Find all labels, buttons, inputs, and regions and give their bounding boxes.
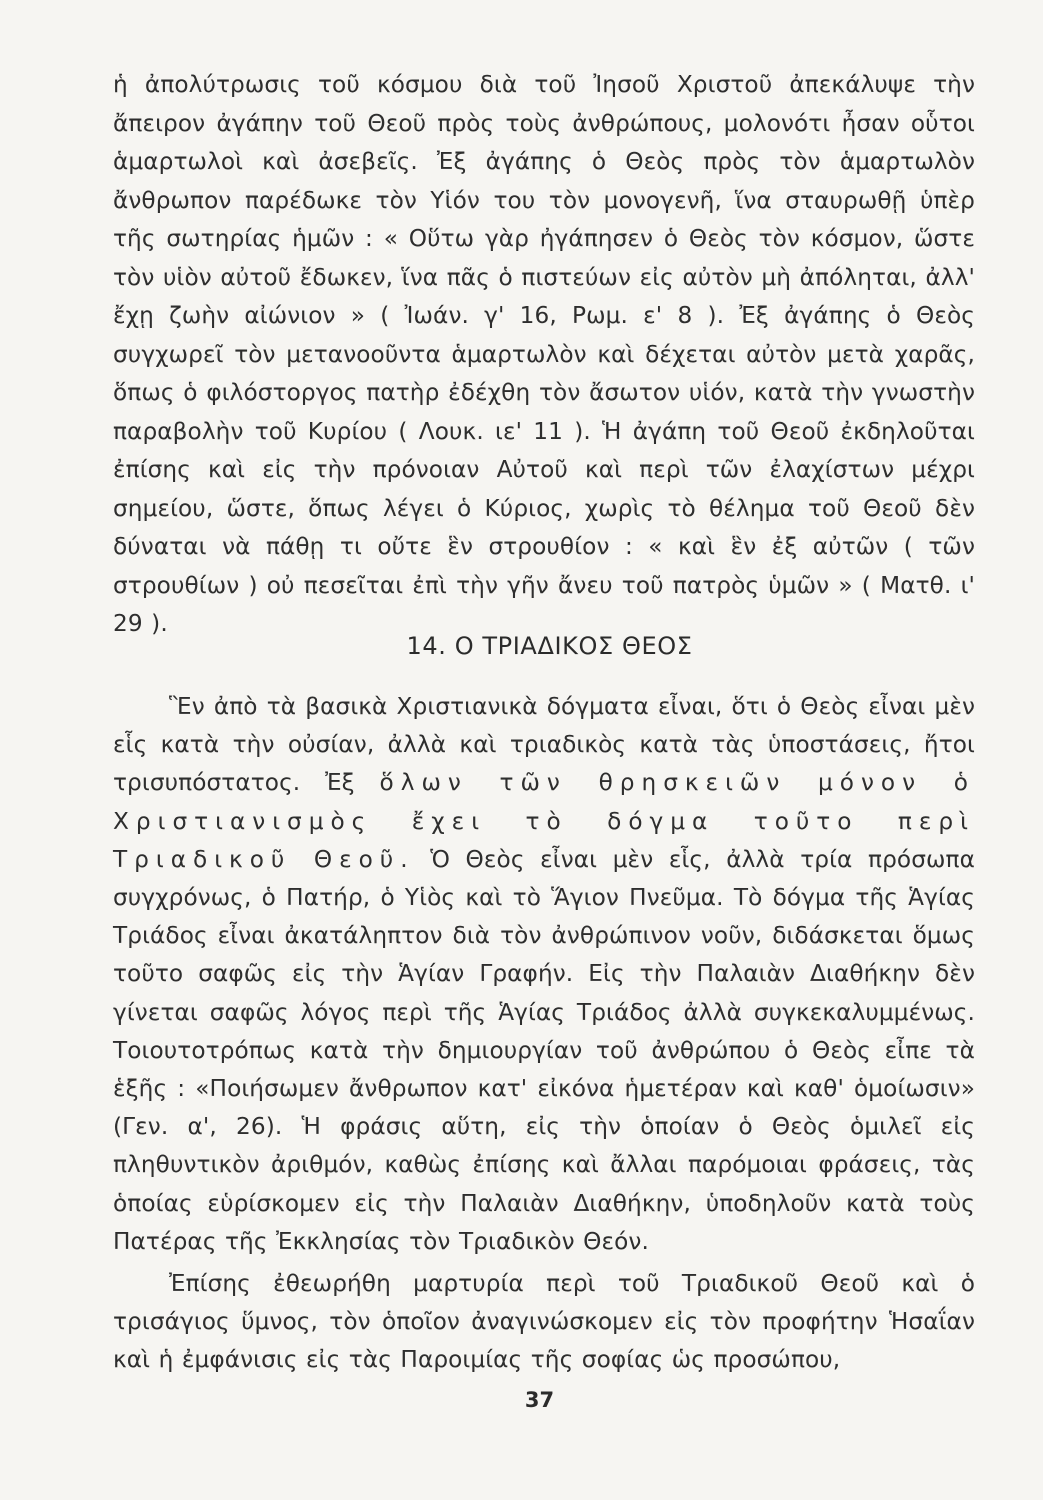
text-block-top [113, 66, 975, 644]
page-number: 37 [524, 1388, 555, 1412]
paragraph-2 [113, 688, 975, 1261]
paragraph-2-start: Ἓν ἀπὸ τὰ βασικὰ Χριστιανικὰ δόγματα εἶναι, ὅτι ὁ Θεὸς εἶναι μὲν εἷς κατὰ τὴν οὐσίαν, ἀλλὰ καὶ τριαδικὸς κατὰ τὰς ὑποστάσεις, ἤτοι τρισυπόστατος. Ἐξ [113, 693, 975, 797]
paragraph-1: ἡ ἀπολύτρωσις τοῦ κόσμου διὰ τοῦ Ἰησοῦ Χριστοῦ ἀπεκάλυψε τὴν ἄπειρον ἀγάπην τοῦ Θεοῦ πρὸς τοὺς ἀνθρώπους, μολονότι ἦσαν οὗτοι ἁμαρτωλοὶ καὶ ἀσεβεῖς. Ἐξ ἀγάπης ὁ Θεὸς πρὸς τὸν ἁμαρτωλὸν ἄνθρωπον παρέδωκε τὸν Υἱόν του τὸν μονογενῆ, ἵνα σταυρωθῇ ὑπὲρ τῆς σωτηρίας ἡμῶν : « Οὕτω γὰρ ἠγάπησεν ὁ Θεὸς τὸν κόσμον, ὥστε τὸν υἱὸν αὐτοῦ ἔδωκεν, ἵνα πᾶς ὁ πιστεύων εἰς αὐτὸν μὴ ἀπόληται, ἀλλ' ἔχῃ ζωὴν αἰώνιον » ( Ἰωάν. γ' 16, Ρωμ. ε' 8 ). Ἐξ ἀγάπης ὁ Θεὸς συγχωρεῖ τὸν μετανοοῦντα ἁμαρτωλὸν καὶ δέχεται αὐτὸν μετὰ χαρᾶς, ὅπως ὁ φιλόστοργος πατὴρ ἐδέχθη τὸν ἄσωτον υἱόν, κατὰ τὴν γνωστὴν παραβολὴν τοῦ Κυρίου ( Λουκ. ιε' 11 ). Ἡ ἀγάπη τοῦ Θεοῦ ἐκδηλοῦται ἐπίσης καὶ εἰς τὴν πρόνοιαν Αὐτοῦ καὶ περὶ τῶν ἐλαχίστων μέχρι σημείου, ὥστε, ὅπως λέγει ὁ Κύριος, χωρὶς τὸ θέλημα τοῦ Θεοῦ δὲν δύναται νὰ πάθῃ τι οὔτε ἓν στρουθίον : « καὶ ἓν ἐξ αὐτῶν ( τῶν στρουθίων ) οὐ πεσεῖται ἐπὶ τὴν γῆν ἄνευ τοῦ πατρὸς ὑμῶν » ( Ματθ. ι' 29 ). [113, 71, 975, 637]
paragraph-2-spaced-emphasis: ὅλων τῶν θρησκειῶν μόνον ὁ Χριστιανισμὸς ἔχει τὸ δόγμα τοῦτο περὶ Τριαδικοῦ Θεοῦ. [113, 769, 975, 873]
section-heading: 14. Ο ΤΡΙΑΔΙΚΟΣ ΘΕΟΣ [406, 632, 693, 660]
paragraph-2-end: Ὁ Θεὸς εἶναι μὲν εἷς, ἀλλὰ τρία πρόσωπα συγχρόνως, ὁ Πατήρ, ὁ Υἱὸς καὶ τὸ Ἅγιον Πνεῦμα. Τὸ δόγμα τῆς Ἁγίας Τριάδος εἶναι ἀκατάληπτον διὰ τὸν ἀνθρώπινον νοῦν, διδάσκεται ὅμως τοῦτο σαφῶς εἰς τὴν Ἁγίαν Γραφήν. Εἰς τὴν Παλαιὰν Διαθήκην δὲν γίνεται σαφῶς λόγος περὶ τῆς Ἁγίας Τριάδος ἀλλὰ συγκεκαλυμμένως. Τοιουτοτρόπως κατὰ τὴν δημιουργίαν τοῦ ἀνθρώπου ὁ Θεὸς εἶπε τὰ ἑξῆς : «Ποιήσωμεν ἄνθρωπον κατ' εἰκόνα ἡμετέραν καὶ καθ' ὁμοίωσιν» (Γεν. α', 26). Ἡ φράσις αὕτη, εἰς τὴν ὁποίαν ὁ Θεὸς ὁμιλεῖ εἰς πληθυντικὸν ἀριθμόν, καθὼς ἐπίσης καὶ ἄλλαι παρόμοιαι φράσεις, τὰς ὁποίας εὑρίσκομεν εἰς τὴν Παλαιὰν Διαθήκην, ὑποδηλοῦν κατὰ τοὺς Πατέρας τῆς Ἐκκλησίας τὸν Τριαδικὸν Θεόν. [113, 845, 975, 1255]
paragraph-3: Ἐπίσης ἐθεωρήθη μαρτυρία περὶ τοῦ Τριαδικοῦ Θεοῦ καὶ ὁ τρισάγιος ὕμνος, τὸν ὁποῖον ἀναγινώσκομεν εἰς τὸν προφήτην Ἡσαΐαν καὶ ἡ ἐμφάνισις εἰς τὰς Παροιμίας τῆς σοφίας ὡς προσώπου, [113, 1270, 975, 1374]
text-block-bottom [113, 688, 975, 1380]
